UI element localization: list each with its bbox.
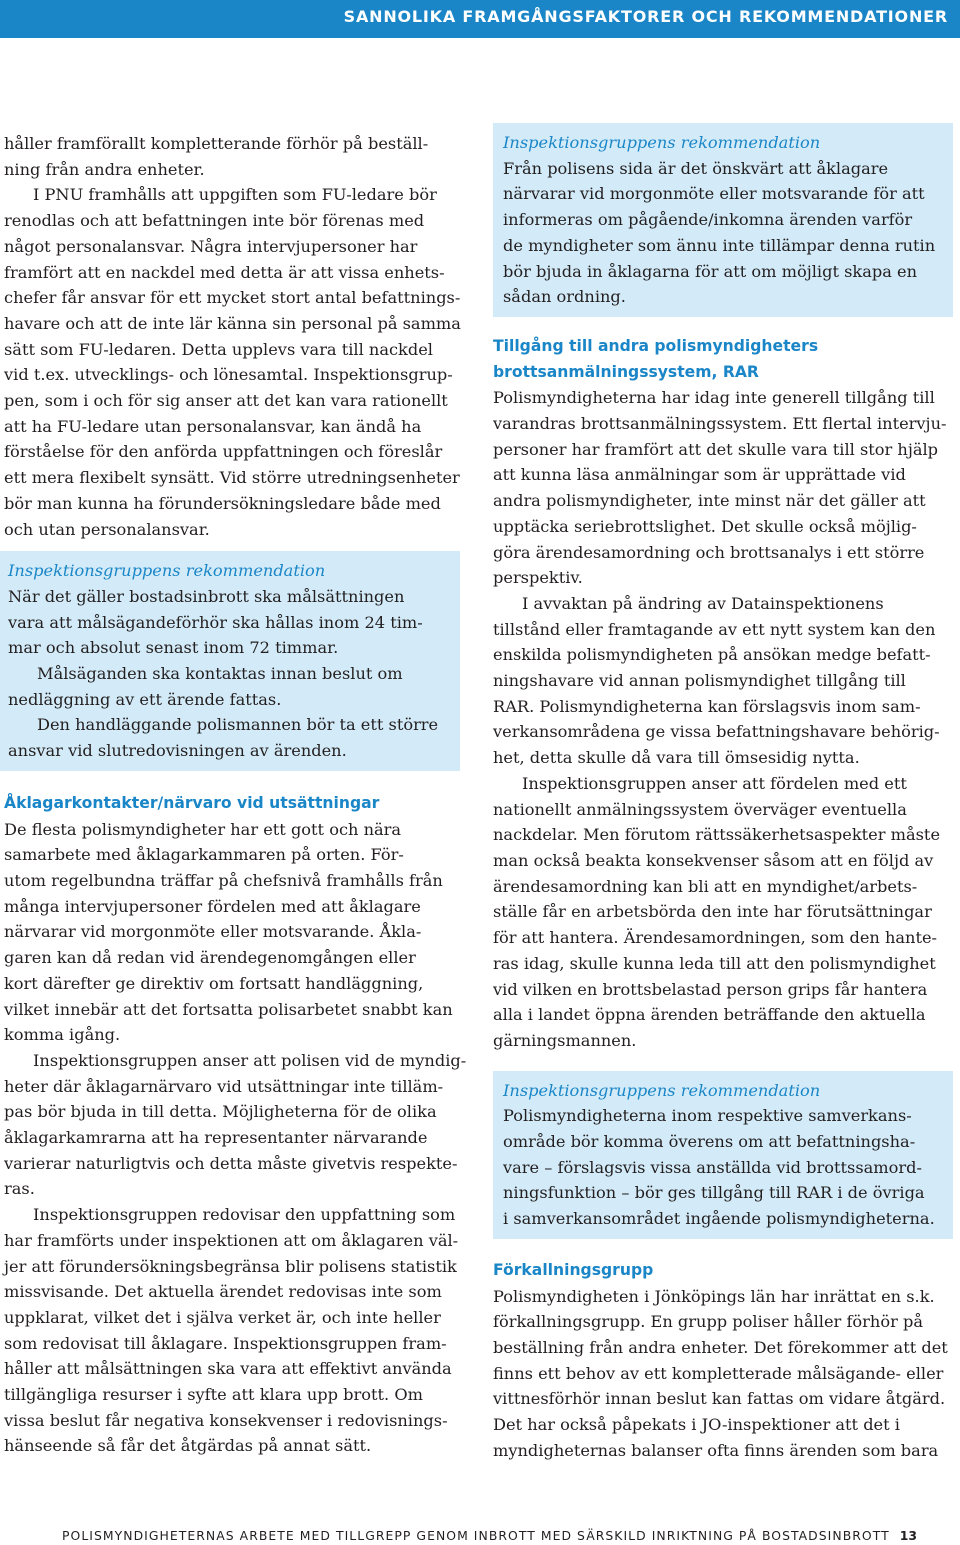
text-line: missvisande. Det aktuella ärendet redovisas inte som (4, 1282, 442, 1302)
text-line: närvarar vid morgonmöte eller motsvarande. Åkla- (4, 922, 422, 942)
text-line: myndigheternas balanser ofta finns ärenden som bara (493, 1440, 939, 1460)
rar-para-b (493, 591, 953, 771)
text-line: Inspektionsgruppen anser att polisen vid de myndig- (33, 1050, 467, 1070)
text-line: område bör komma överens om att befattningsha- (503, 1132, 916, 1152)
text-line: tillstånd eller framtagande av ett nytt system kan den (493, 619, 936, 639)
text-line: I avvaktan på ändring av Datainspektionens (522, 593, 884, 613)
text-line: RAR. Polismyndigheterna kan förslagsvis inom sam- (493, 696, 921, 716)
aklagarkontakter-para-b (4, 1048, 467, 1202)
text-line: Målsäganden ska kontaktas innan beslut om (37, 664, 403, 684)
text-line: vare – förslagsvis vissa anställda vid brottssamord- (503, 1157, 922, 1177)
text-line: nackdelar. Men förutom rättssäkerhetsaspekter måste (493, 825, 941, 845)
text-line: man också beakta konsekvenser såsom att en följd av (493, 850, 934, 870)
text-line: för att hantera. Ärendesamordningen, som den hante- (493, 928, 938, 948)
text-line: närvarar vid morgonmöte eller motsvarande för att (503, 184, 925, 204)
text-line: uppklarat, vilket det i själva verket är, och inte heller (4, 1307, 441, 1327)
text-line: ställe får en arbetsbörda den inte har förutsättningar (493, 902, 932, 922)
text-line: beställning från andra enheter. Det förekommer att det (493, 1337, 948, 1357)
text-line: Den handläggande polismannen bör ta ett större (37, 715, 439, 735)
text-line: finns ett behov av ett kompletterade målsägande- eller (493, 1363, 944, 1383)
text-line: alla i landet öppna ärenden beträffande den aktuella (493, 1005, 926, 1025)
text-line: Polismyndigheterna har idag inte generell tillgång till (493, 388, 935, 408)
text-line: jer att förundersökningsbegränsa blir polisens statistik (4, 1256, 457, 1276)
recommendation-para-morgonmote (503, 156, 943, 310)
recommendation-title: Inspektionsgruppens rekommendation (503, 133, 821, 152)
text-line: ras idag, skulle kunna leda till att den polismyndighet (493, 953, 936, 973)
text-line: förståelse för den anförda uppfattningen och föreslår (4, 442, 443, 462)
text-line: enskilda polismyndigheten på ansökan medge befatt- (493, 645, 931, 665)
text-line: förkallningsgrupp. En grupp poliser håller förhör på (493, 1312, 923, 1332)
text-line: åklagarkamrarna att ha representanter närvarande (4, 1128, 428, 1148)
running-header-title: SANNOLIKA FRAMGÅNGSFAKTORER OCH REKOMMENDATIONER (343, 7, 948, 26)
text-line: upptäcka seriebrottslighet. Det skulle också möjlig- (493, 516, 917, 536)
text-line: perspektiv. (493, 568, 583, 588)
page-footer (62, 1528, 917, 1543)
text-line: ärendesamordning kan bli att en myndighet/arbets- (493, 876, 918, 896)
intro-paragraph (4, 131, 464, 182)
text-line: något personalansvar. Några intervjupersoner har (4, 236, 418, 256)
text-line: sådan ordning. (503, 287, 626, 307)
text-line: framfört att en nackdel med detta är att vissa enhets- (4, 262, 445, 282)
text-line: och utan personalansvar. (4, 519, 210, 539)
text-line: pas bör bjuda in till detta. Möjligheterna för de olika (4, 1102, 437, 1122)
text-line: I PNU framhålls att uppgiften som FU-ledare bör (33, 185, 437, 205)
text-line: hänseende så får det åtgärdas på annat sätt. (4, 1436, 372, 1456)
text-line: vid t.ex. utvecklings- och lönesamtal. Inspektionsgrup- (4, 365, 453, 385)
text-line: ansvar vid slutredovisningen av ärenden. (8, 741, 347, 761)
text-line: kort därefter ge direktiv om fortsatt handläggning, (4, 973, 424, 993)
recommendation-title: Inspektionsgruppens rekommendation (503, 1080, 821, 1100)
text-line: Polismyndigheterna inom respektive samverkans- (503, 1106, 912, 1126)
text-line: utom regelbundna träffar på chefsnivå framhålls från (4, 870, 443, 890)
text-line: nationellt anmälningssystem överväger eventuella (493, 799, 907, 819)
text-line: vittnesförhör innan beslut kan fattas om vidare åtgärd. (493, 1389, 946, 1409)
text-line: sätt som FU-ledaren. Detta upplevs vara till nackdel (4, 339, 433, 359)
text-line: nedläggning av ett ärende fattas. (8, 689, 282, 709)
recommendation-para-contact (8, 661, 450, 712)
text-line: samarbete med åklagarkammaren på orten. För- (4, 845, 404, 865)
text-line: het, detta skulle då vara till ömsesidig nytta. (493, 748, 860, 768)
left-column (4, 131, 467, 1459)
text-line: i samverkansområdet ingående polismyndigheterna. (503, 1209, 935, 1229)
text-line: garen kan då redan vid ärendegenomgången eller (4, 948, 416, 968)
text-line: informeras om pågående/inkomna ärenden varför (503, 210, 913, 230)
section-heading-forkallningsgrupp: Förkallningsgrupp (493, 1260, 654, 1279)
aklagarkontakter-para-c (4, 1202, 464, 1459)
recommendation-para-targets (8, 584, 450, 661)
text-line: ning från andra enheter. (4, 159, 205, 179)
text-line: verkansområdena ge vissa befattningshavare behörig- (493, 722, 940, 742)
text-line: vissa beslut får negativa konsekvenser i redovisnings- (4, 1410, 448, 1430)
heading-line: Tillgång till andra polismyndigheters (493, 336, 819, 355)
text-line: ras. (4, 1179, 35, 1199)
text-line: andra polismyndigheter, inte minst när det gäller att (493, 491, 926, 511)
fu-ledare-paragraph (4, 182, 464, 542)
section-heading-aklagarkontakter: Åklagarkontakter/närvaro vid utsättningar (4, 793, 380, 812)
recommendation-box-rar (493, 1071, 953, 1239)
right-column (493, 131, 953, 1463)
recommendation-title: Inspektionsgruppens rekommendation (8, 561, 326, 581)
text-line: Från polisens sida är det önskvärt att åklagare (503, 158, 889, 178)
footer-title: POLISMYNDIGHETERNAS ARBETE MED TILLGREPP GENOM INBROTT MED SÄRSKILD INRIKTNING PÅ BOSTADSINBROTT (62, 1528, 890, 1543)
text-line: gärningsmannen. (493, 1030, 637, 1050)
text-line: ningsfunktion – bör ges tillgång till RAR i de övriga (503, 1183, 925, 1203)
rar-para-a (493, 385, 953, 591)
text-line: vid vilken en brottsbelastad person grips får hantera (493, 979, 928, 999)
text-line: göra ärendesamordning och brottsanalys i ett större (493, 542, 925, 562)
text-line: komma igång. (4, 1025, 121, 1045)
text-line: de myndigheter som ännu inte tillämpar denna rutin (503, 235, 936, 255)
text-line: att ha FU-ledare utan personalansvar, kan ändå ha (4, 416, 422, 436)
text-line: vilket innebär att det fortsatta polisarbetet snabbt kan (4, 999, 453, 1019)
text-line: att kunna läsa anmälningar som är upprättade vid (493, 465, 906, 485)
recommendation-box-targets (0, 551, 460, 771)
text-line: De flesta polismyndigheter har ett gott och nära (4, 819, 402, 839)
text-line: Inspektionsgruppen redovisar den uppfattning som (33, 1205, 456, 1225)
aklagarkontakter-para-a (4, 817, 464, 1048)
recommendation-para-rar (503, 1103, 943, 1232)
text-line: som redovisat till åklagare. Inspektionsgruppen fram- (4, 1333, 447, 1353)
text-line: Inspektionsgruppen anser att fördelen med ett (522, 773, 907, 793)
text-line: personer har framfört att det skulle vara till stor hjälp (493, 439, 939, 459)
text-line: chefer får ansvar för ett mycket stort antal befattnings- (4, 288, 461, 308)
header-band (0, 0, 960, 38)
page-number: 13 (899, 1528, 917, 1543)
text-line: bör man kunna ha förundersökningsledare både med (4, 493, 441, 513)
text-line: havare och att de inte lär känna sin personal på samma (4, 313, 461, 333)
text-line: heter där åklagarnärvaro vid utsättningar inte tilläm- (4, 1076, 444, 1096)
text-line: ningshavare vid annan polismyndighet tillgång till (493, 671, 906, 691)
text-line: många intervjupersoner fördelen med att åklagare (4, 896, 421, 916)
text-line: pen, som i och för sig anser att det kan vara rationellt (4, 391, 448, 411)
text-line: håller framförallt kompletterande förhör på beställ- (4, 134, 429, 153)
text-line: När det gäller bostadsinbrott ska målsättningen (8, 586, 405, 606)
recommendation-para-responsibility (8, 712, 450, 763)
rar-para-c (493, 771, 953, 1054)
text-line: Polismyndigheten i Jönköpings län har inrättat en s.k. (493, 1286, 935, 1306)
text-line: mar och absolut senast inom 72 timmar. (8, 638, 339, 658)
text-line: håller att målsättningen ska vara att effektivt använda (4, 1359, 452, 1379)
text-line: bör bjuda in åklagarna för att om möjligt skapa en (503, 261, 918, 281)
text-line: vara att målsägandeförhör ska hållas inom 24 tim- (8, 612, 423, 632)
section-heading-rar (493, 334, 953, 385)
recommendation-box-morgonmote (493, 123, 953, 317)
text-line: tillgängliga resurser i syfte att klara upp brott. Om (4, 1385, 423, 1405)
text-line: renodlas och att befattningen inte bör förenas med (4, 211, 425, 231)
text-line: har framförts under inspektionen att om åklagaren väl- (4, 1230, 459, 1250)
text-line: ett mera flexibelt synsätt. Vid större utredningsenheter (4, 468, 460, 488)
text-line: varierar naturligtvis och detta måste givetvis respekte- (4, 1153, 458, 1173)
text-line: varandras brottsanmälningssystem. Ett flertal intervju- (493, 414, 947, 434)
heading-line: brottsanmälningssystem, RAR (493, 362, 759, 381)
text-line: Det har också påpekats i JO-inspektioner att det i (493, 1415, 900, 1435)
forkallningsgrupp-paragraph (493, 1284, 953, 1464)
